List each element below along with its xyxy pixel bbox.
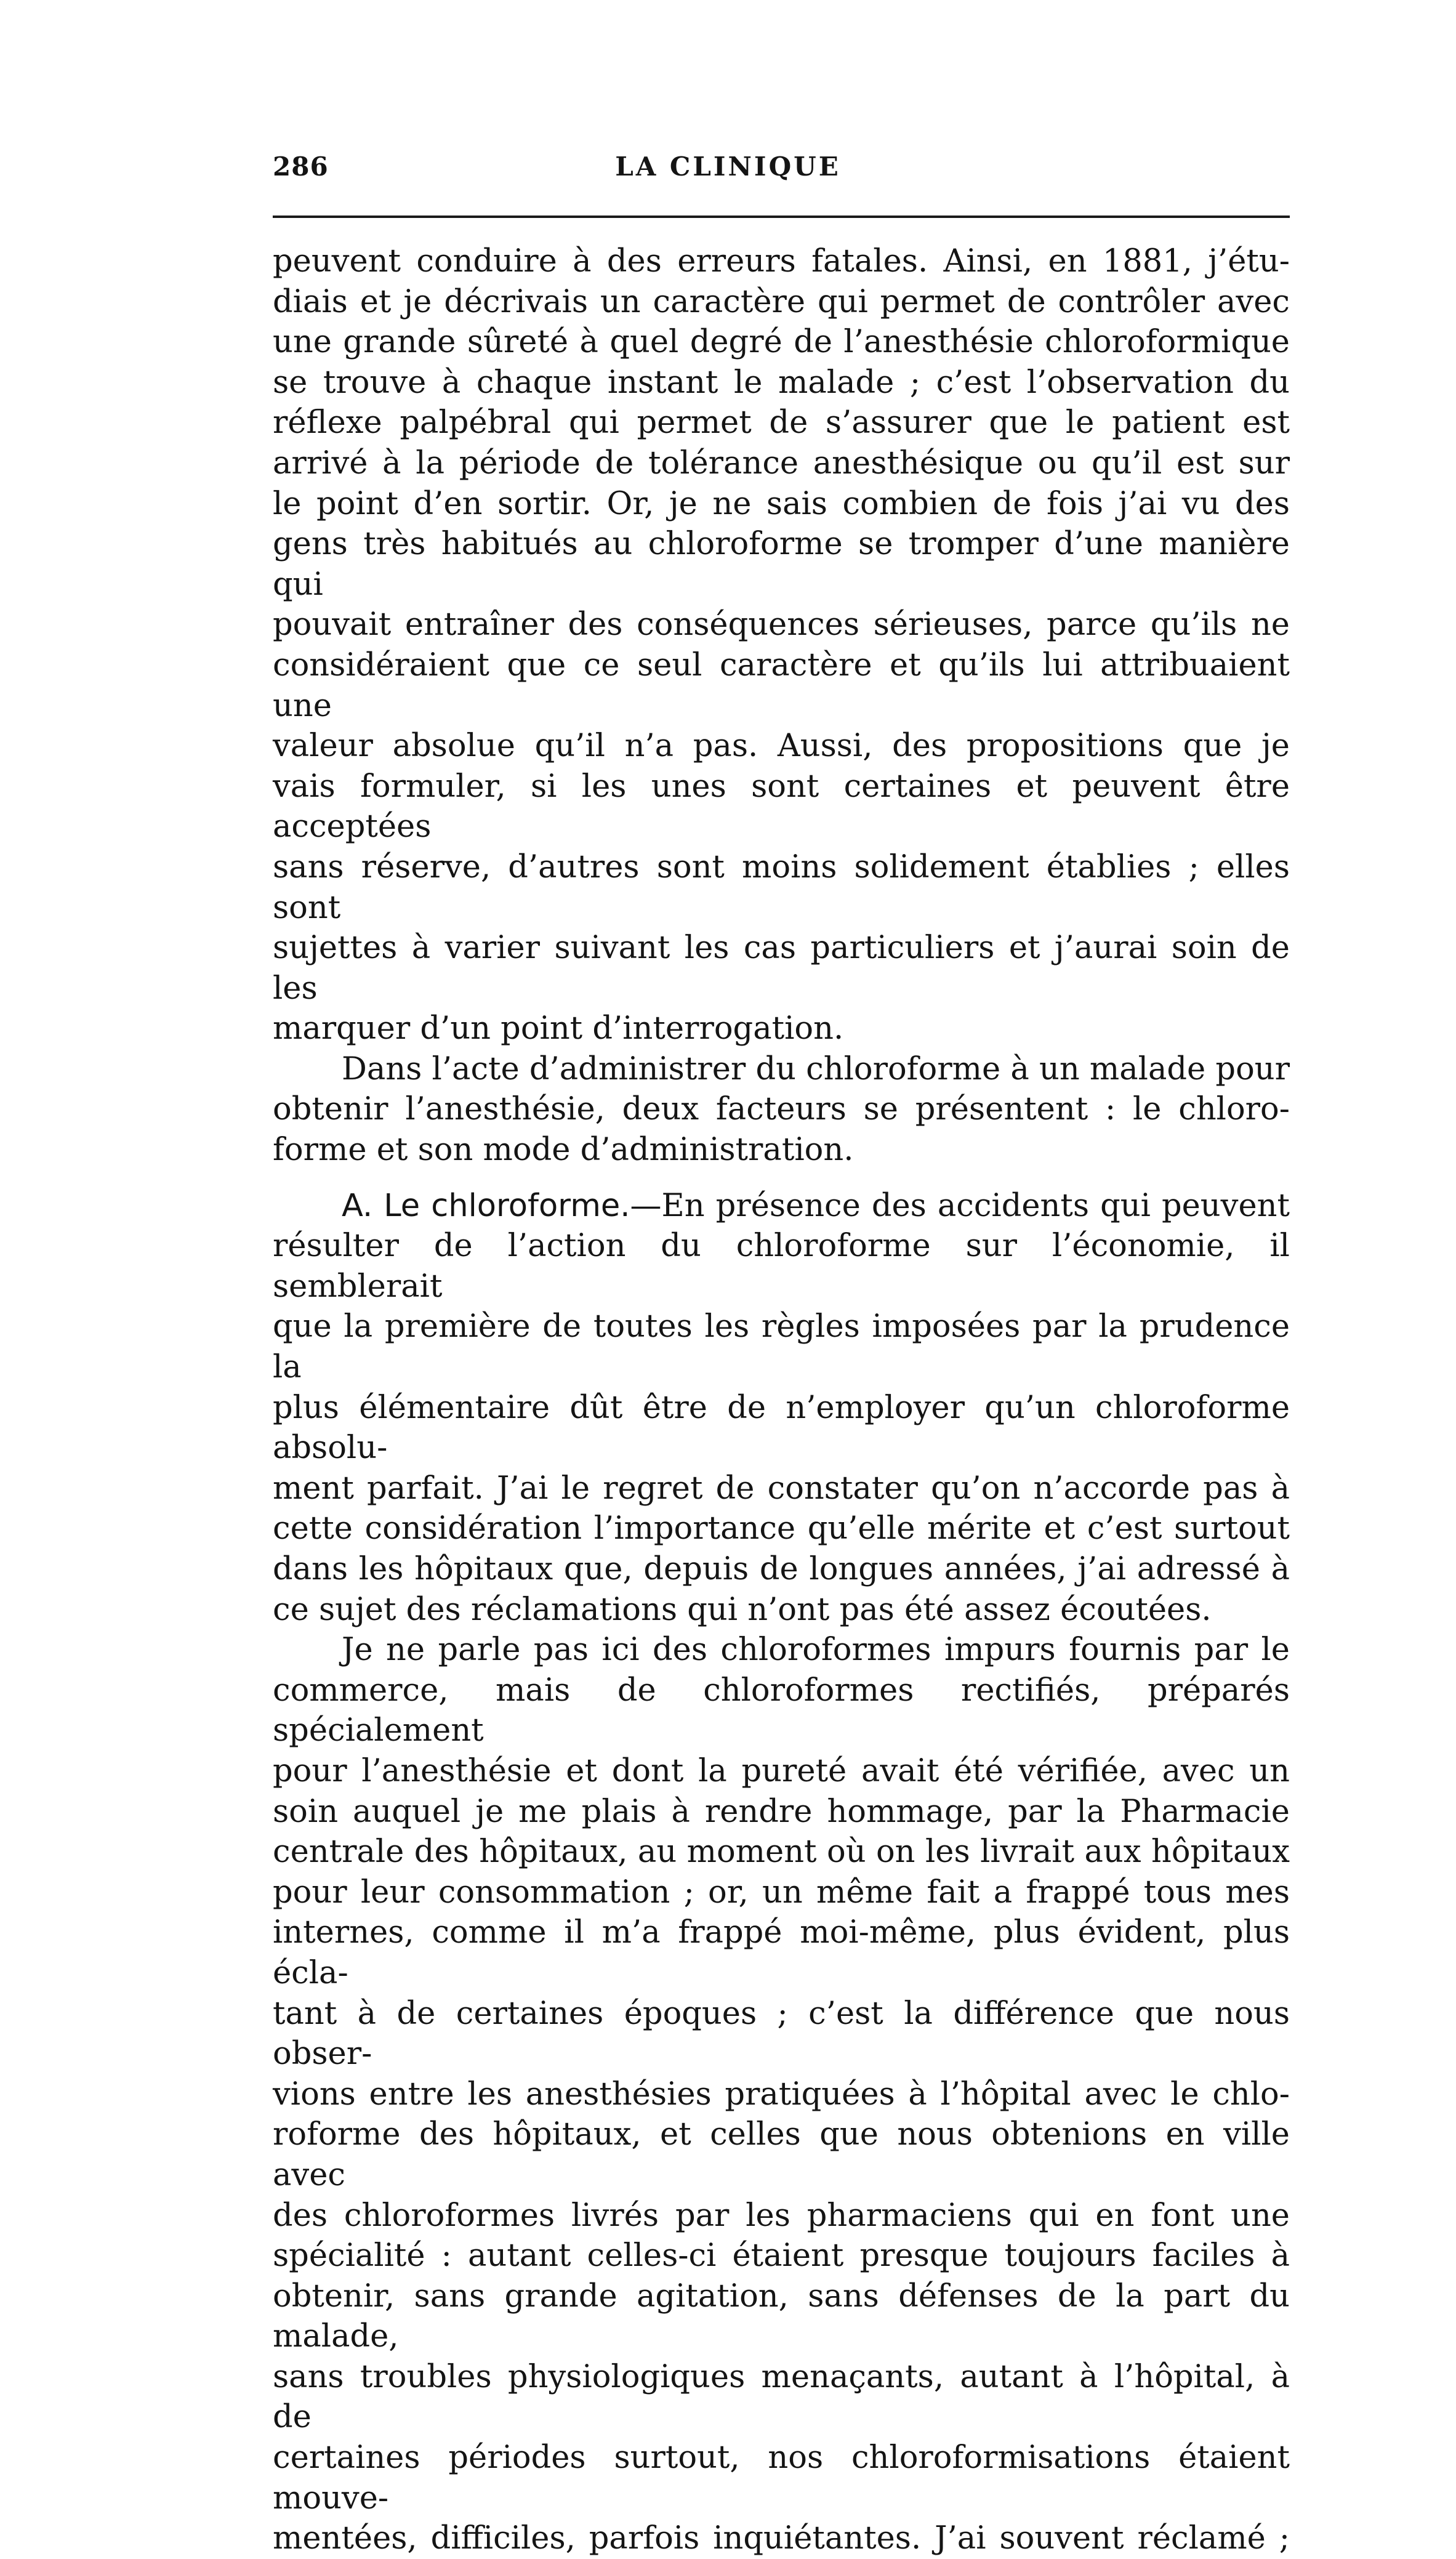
- text-line: cette considération l’importance qu’elle mérite et c’est surtout: [273, 1510, 1290, 1547]
- text-line: se trouve à chaque instant le malade ; c’est l’observation du: [273, 364, 1290, 401]
- running-title: LA CLINIQUE: [615, 151, 841, 182]
- section-heading: A. Le chloroforme.: [342, 1187, 630, 1224]
- text-line: sans troubles physiologiques menaçants, autant à l’hôpital, à de: [273, 2358, 1290, 2436]
- text-line: internes, comme il m’a frappé moi-même, plus évident, plus écla-: [273, 1914, 1290, 1991]
- text-line: mentées, difficiles, parfois inquiétantes. J’ai souvent réclamé ;: [273, 2520, 1290, 2557]
- header-rule: [273, 216, 1290, 218]
- text-line: ment parfait. J’ai le regret de constater qu’on n’accorde pas à: [273, 1470, 1290, 1507]
- text-line: pouvait entraîner des conséquences sérieuses, parce qu’ils ne: [273, 607, 1290, 643]
- text-line: résulter de l’action du chloroforme sur l’économie, il semblerait: [273, 1228, 1290, 1305]
- text-line: Dans l’acte d’administrer du chloroforme à un malade pour: [342, 1050, 1290, 1087]
- text-line: marquer d’un point d’interrogation.: [273, 1010, 844, 1047]
- text-line: tant à de certaines époques ; c’est la différence que nous obser-: [273, 1995, 1290, 2073]
- text-line: vais formuler, si les unes sont certaines et peuvent être acceptées: [273, 768, 1290, 845]
- page-number: 286: [273, 151, 329, 182]
- text-line: roforme des hôpitaux, et celles que nous obtenions en ville avec: [273, 2116, 1290, 2193]
- text-line: pour leur consommation ; or, un même fait a frappé tous mes: [273, 1874, 1290, 1911]
- text-line: centrale des hôpitaux, au moment où on les livrait aux hôpitaux: [273, 1834, 1290, 1871]
- text-line: que la première de toutes les règles imposées par la prudence la: [273, 1308, 1290, 1386]
- text-line: certaines périodes surtout, nos chloroformisations étaient mouve-: [273, 2440, 1290, 2517]
- paragraph-2: [273, 1049, 1290, 1171]
- text-line: des chloroformes livrés par les pharmaciens qui en font une: [273, 2197, 1290, 2234]
- text-line: une grande sûreté à quel degré de l’anesthésie chloroformique: [273, 324, 1290, 361]
- text-line: peuvent conduire à des erreurs fatales. Ainsi, en 1881, j’étu-: [273, 243, 1290, 280]
- text-line: valeur absolue qu’il n’a pas. Aussi, des propositions que je: [273, 728, 1290, 765]
- text-line: réflexe palpébral qui permet de s’assurer que le patient est: [273, 405, 1290, 441]
- text-line: spécialité : autant celles-ci étaient presque toujours faciles à: [273, 2238, 1290, 2275]
- paragraph-3: [273, 1186, 1290, 1630]
- text-run: —En présence des accidents qui peuvent: [630, 1187, 1290, 1224]
- paragraph-1: [273, 241, 1290, 1049]
- text-line: Je ne parle pas ici des chloroformes impurs fournis par le: [342, 1632, 1290, 1669]
- text-line: pour l’anesthésie et dont la pureté avait été vérifiée, avec un: [273, 1752, 1290, 1789]
- text-line: arrivé à la période de tolérance anesthésique ou qu’il est sur: [273, 445, 1290, 482]
- text-line: obtenir, sans grande agitation, sans défenses de la part du malade,: [273, 2278, 1290, 2355]
- text-line: ce sujet des réclamations qui n’ont pas été assez écoutées.: [273, 1591, 1212, 1628]
- text-line: diais et je décrivais un caractère qui permet de contrôler avec: [273, 283, 1290, 320]
- text-line: obtenir l’anesthésie, deux facteurs se présentent : le chloro-: [273, 1091, 1290, 1128]
- text-line: vions entre les anesthésies pratiquées à l’hôpital avec le chlo-: [273, 2076, 1290, 2113]
- text-line: sans réserve, d’autres sont moins solidement établies ; elles sont: [273, 848, 1290, 926]
- text-line: gens très habitués au chloroforme se tromper d’une manière qui: [273, 526, 1290, 603]
- text-line: forme et son mode d’administration.: [273, 1132, 854, 1169]
- text-line: considéraient que ce seul caractère et qu’ils lui attribuaient une: [273, 647, 1290, 724]
- body-text: [273, 241, 1290, 2559]
- paragraph-4: [273, 1630, 1290, 2559]
- text-line: plus élémentaire dût être de n’employer qu’un chloroforme absolu-: [273, 1389, 1290, 1467]
- text-line: dans les hôpitaux que, depuis de longues années, j’ai adressé à: [273, 1551, 1290, 1587]
- text-line: le point d’en sortir. Or, je ne sais combien de fois j’ai vu des: [273, 485, 1290, 522]
- text-line: sujettes à varier suivant les cas particuliers et j’aurai soin de les: [273, 930, 1290, 1007]
- text-line: soin auquel je me plais à rendre hommage, par la Pharmacie: [273, 1793, 1290, 1830]
- text-line: commerce, mais de chloroformes rectifiés, préparés spécialement: [273, 1672, 1290, 1749]
- text-line: [273, 1186, 1290, 1227]
